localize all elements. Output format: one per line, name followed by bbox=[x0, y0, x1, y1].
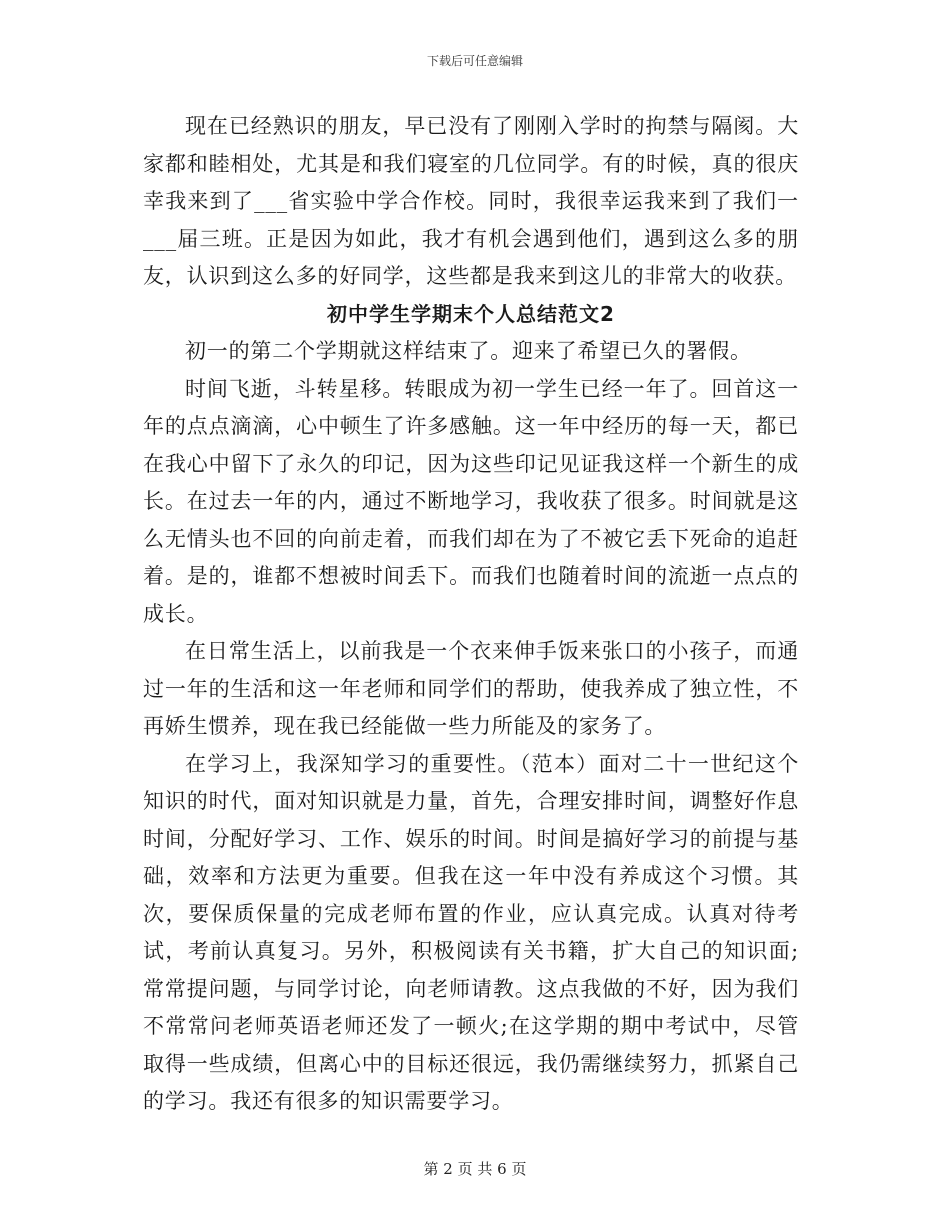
paragraph: 在学习上，我深知学习的重要性。（范本）面对二十一世纪这个知识的时代，面对知识就是力量，首先，合理安排时间，调整好作息时间，分配好学习、工作、娱乐的时间。时间是搞好学习的前提与基础，效率和方法更为重要。但我在这一年中没有养成这个习惯。其次，要保质保量的完成老师布置的作业，应认真完成。认真对待考试，考前认真复习。另外，积极阅读有关书籍，扩大自己的知识面;常常提问题，与同学讨论，向老师请教。这点我做的不好，因为我们不常常问老师英语老师还发了一顿火;在这学期的期中考试中，尽管取得一些成绩，但离心中的目标还很远，我仍需继续努力，抓紧自己的学习。我还有很多的知识需要学习。 bbox=[143, 751, 799, 1113]
paragraph: 时间飞逝，斗转星移。转眼成为初一学生已经一年了。回首这一年的点点滴滴，心中顿生了许多感触。这一年中经历的每一天，都已在我心中留下了永久的印记，因为这些印记见证我这样一个新生的成长。在过去一年的内，通过不断地学习，我收获了很多。时间就是这么无情头也不回的向前走着，而我们却在为了不被它丢下死命的追赶着。是的，谁都不想被时间丢下。而我们也随着时间的流逝一点点的成长。 bbox=[143, 376, 799, 626]
header-note: 下载后可任意编辑 bbox=[426, 54, 523, 68]
paragraph: 在日常生活上，以前我是一个衣来伸手饭来张口的小孩子，而通过一年的生活和这一年老师和同学们的帮助，使我养成了独立性，不再娇生惯养，现在我已经能做一些力所能及的家务了。 bbox=[143, 639, 799, 738]
paragraph: 现在已经熟识的朋友，早已没有了刚刚入学时的拘禁与隔阂。大家都和睦相处，尤其是和我们寝室的几位同学。有的时候，真的很庆幸我来到了___省实验中学合作校。同时，我很幸运我来到了我们一___届三班。正是因为如此，我才有机会遇到他们，遇到这么多的朋友，认识到这么多的好同学，这些都是我来到这儿的非常大的收获。 bbox=[143, 114, 799, 288]
section-title: 初中学生学期末个人总结范文2 bbox=[327, 301, 615, 326]
document-body bbox=[143, 108, 799, 1121]
page-number: 第 2 页 共 6 页 bbox=[423, 1160, 527, 1178]
paragraph: 初一的第二个学期就这样结束了。迎来了希望已久的署假。 bbox=[185, 339, 752, 363]
